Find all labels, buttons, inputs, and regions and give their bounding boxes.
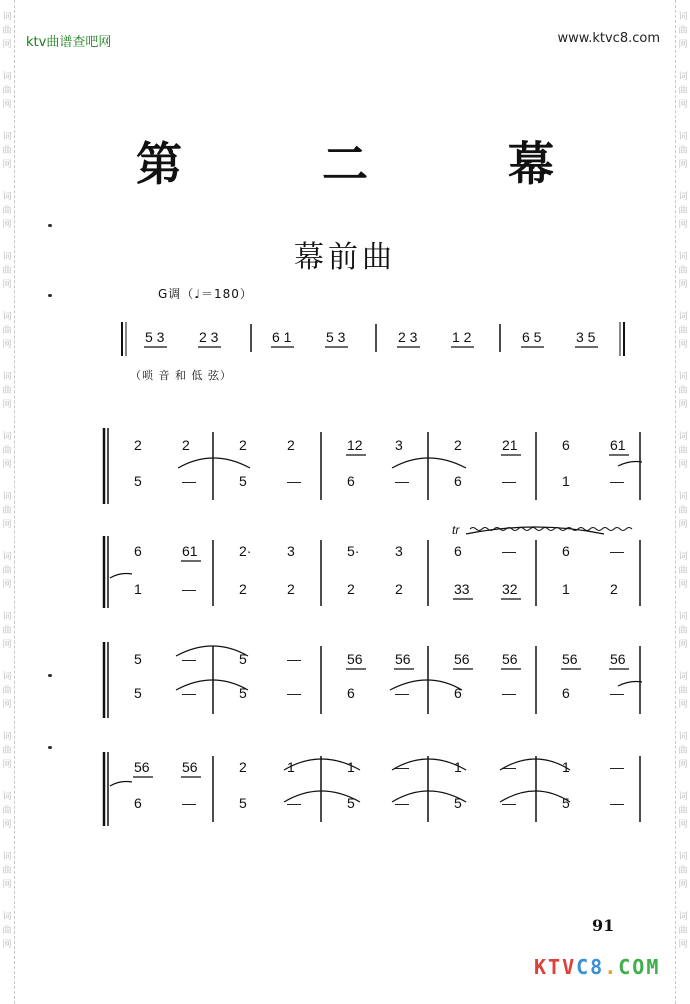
watermark-char: 网 bbox=[2, 400, 12, 410]
watermark-char: 网 bbox=[2, 280, 12, 290]
lower-note: 5 bbox=[239, 473, 247, 489]
lower-note: — bbox=[287, 473, 301, 489]
watermark-char: 曲 bbox=[2, 326, 12, 336]
watermark-char: 曲 bbox=[678, 386, 688, 396]
intro-note-pair: 3 5 bbox=[576, 329, 596, 345]
watermark-char: 网 bbox=[678, 520, 688, 530]
watermark-char: 网 bbox=[678, 580, 688, 590]
watermark-char: 曲 bbox=[2, 626, 12, 636]
lower-note: 32 bbox=[502, 581, 518, 597]
upper-note: 1 bbox=[347, 759, 355, 775]
watermark-char: 网 bbox=[678, 820, 688, 830]
watermark-char: 网 bbox=[2, 760, 12, 770]
watermark-char: 曲 bbox=[678, 806, 688, 816]
lower-note: 6 bbox=[134, 795, 142, 811]
upper-note: 61 bbox=[182, 543, 198, 559]
lower-note: — bbox=[502, 685, 516, 701]
watermark-char: 词 bbox=[678, 12, 688, 22]
upper-note: — bbox=[610, 759, 624, 775]
lower-note: 5 bbox=[347, 795, 355, 811]
upper-note: 21 bbox=[502, 437, 518, 453]
intro-note-pair: 6 1 bbox=[272, 329, 292, 345]
watermark-char: 网 bbox=[2, 220, 12, 230]
lower-note: 6 bbox=[562, 685, 570, 701]
watermark-char: 网 bbox=[2, 520, 12, 530]
footer-logo[interactable] bbox=[534, 955, 660, 979]
watermark-char: 词 bbox=[678, 192, 688, 202]
watermark-char: 网 bbox=[2, 100, 12, 110]
svg-text:tr: tr bbox=[452, 523, 460, 537]
lower-note: 2 bbox=[239, 581, 247, 597]
lower-note: — bbox=[182, 473, 196, 489]
watermark-char: 词 bbox=[2, 672, 12, 682]
watermark-char: 曲 bbox=[678, 506, 688, 516]
watermark-char: 曲 bbox=[2, 866, 12, 876]
watermark-char: 词 bbox=[2, 732, 12, 742]
upper-note: 1 bbox=[454, 759, 462, 775]
performance-note: （唢 音 和 低 弦） bbox=[130, 369, 232, 382]
page-number: 91 bbox=[592, 916, 615, 935]
watermark-char: 词 bbox=[678, 132, 688, 142]
watermark-char: 网 bbox=[678, 40, 688, 50]
lower-note: — bbox=[610, 473, 624, 489]
watermark-char: 词 bbox=[678, 72, 688, 82]
watermark-char: 曲 bbox=[2, 566, 12, 576]
upper-note: 2 bbox=[287, 437, 295, 453]
watermark-char: 网 bbox=[678, 700, 688, 710]
intro-bars bbox=[122, 322, 624, 356]
watermark-char: 网 bbox=[2, 160, 12, 170]
watermark-char: 曲 bbox=[2, 926, 12, 936]
watermark-char: 词 bbox=[2, 552, 12, 562]
lower-note: — bbox=[182, 581, 196, 597]
lower-note: — bbox=[610, 795, 624, 811]
watermark-char: 词 bbox=[2, 912, 12, 922]
lower-note: 2 bbox=[395, 581, 403, 597]
watermark-char: 曲 bbox=[678, 266, 688, 276]
lower-note: 5 bbox=[239, 685, 247, 701]
lower-note: 5 bbox=[134, 473, 142, 489]
watermark-char: 曲 bbox=[2, 506, 12, 516]
watermark-char: 网 bbox=[678, 220, 688, 230]
upper-note: 56 bbox=[610, 651, 626, 667]
watermark-char: 网 bbox=[2, 640, 12, 650]
watermark-char: 词 bbox=[678, 672, 688, 682]
watermark-char: 曲 bbox=[678, 866, 688, 876]
lower-note: — bbox=[502, 795, 516, 811]
lower-note: — bbox=[287, 795, 301, 811]
watermark-char: 词 bbox=[2, 492, 12, 502]
site-name[interactable]: ktv曲谱查吧网 bbox=[26, 35, 112, 50]
lower-note: 6 bbox=[347, 473, 355, 489]
act-title: 第 二 幕 bbox=[135, 137, 617, 191]
watermark-char: 曲 bbox=[678, 26, 688, 36]
intro-note-pair: 6 5 bbox=[522, 329, 542, 345]
upper-note: 2 bbox=[182, 437, 190, 453]
watermark-char: 曲 bbox=[2, 806, 12, 816]
upper-note: 61 bbox=[610, 437, 626, 453]
watermark-char: 词 bbox=[2, 612, 12, 622]
watermark-char: 词 bbox=[2, 372, 12, 382]
lower-note: 1 bbox=[562, 473, 570, 489]
watermark-char: 网 bbox=[2, 700, 12, 710]
watermark-char: 网 bbox=[2, 820, 12, 830]
watermark-char: 网 bbox=[678, 160, 688, 170]
watermark-char: 曲 bbox=[678, 146, 688, 156]
watermark-char: 网 bbox=[678, 760, 688, 770]
upper-note: 5 bbox=[134, 651, 142, 667]
upper-note: 6 bbox=[454, 543, 462, 559]
watermark-char: 词 bbox=[2, 132, 12, 142]
lower-note: 5 bbox=[562, 795, 570, 811]
lower-note: — bbox=[182, 795, 196, 811]
watermark-char: 词 bbox=[2, 252, 12, 262]
upper-note: 56 bbox=[395, 651, 411, 667]
watermark-char: 曲 bbox=[2, 446, 12, 456]
upper-note: 3 bbox=[395, 543, 403, 559]
watermark-char: 网 bbox=[678, 400, 688, 410]
watermark-char: 网 bbox=[2, 460, 12, 470]
lower-note: — bbox=[610, 685, 624, 701]
watermark-char: 网 bbox=[2, 40, 12, 50]
intro-notes bbox=[144, 329, 598, 347]
upper-note: 1 bbox=[562, 759, 570, 775]
watermark-char: 网 bbox=[678, 940, 688, 950]
lower-note: 5 bbox=[454, 795, 462, 811]
watermark-char: 网 bbox=[678, 880, 688, 890]
watermark-char: 词 bbox=[2, 312, 12, 322]
watermark-char: 词 bbox=[2, 192, 12, 202]
upper-note: 56 bbox=[182, 759, 198, 775]
lower-note: — bbox=[287, 685, 301, 701]
upper-note: 5 bbox=[239, 651, 247, 667]
intro-note-pair: 2 3 bbox=[398, 329, 418, 345]
watermark-char: 网 bbox=[678, 280, 688, 290]
upper-note: 6 bbox=[562, 543, 570, 559]
lower-note: 2 bbox=[610, 581, 618, 597]
watermark-char: 词 bbox=[678, 492, 688, 502]
watermark-char: 网 bbox=[678, 640, 688, 650]
watermark-char: 词 bbox=[678, 852, 688, 862]
lower-note: — bbox=[395, 685, 409, 701]
lower-note: — bbox=[395, 795, 409, 811]
watermark-char: 网 bbox=[678, 460, 688, 470]
watermark-char: 曲 bbox=[2, 86, 12, 96]
upper-note: 2 bbox=[454, 437, 462, 453]
watermark-char: 网 bbox=[678, 100, 688, 110]
lower-note: 6 bbox=[347, 685, 355, 701]
logo-part-com: COM bbox=[618, 955, 661, 979]
piece-title: 幕前曲 bbox=[294, 240, 396, 275]
watermark-char: 网 bbox=[2, 940, 12, 950]
ties bbox=[110, 458, 642, 802]
watermark-char: 曲 bbox=[678, 326, 688, 336]
upper-note: 56 bbox=[562, 651, 578, 667]
upper-note: 56 bbox=[454, 651, 470, 667]
lower-note: 1 bbox=[134, 581, 142, 597]
lower-note: 33 bbox=[454, 581, 470, 597]
upper-note: 5· bbox=[347, 543, 360, 559]
watermark-char: 曲 bbox=[678, 86, 688, 96]
lower-note: 2 bbox=[287, 581, 295, 597]
watermark-char: 曲 bbox=[678, 926, 688, 936]
watermark-char: 曲 bbox=[678, 746, 688, 756]
system-notes bbox=[133, 437, 629, 811]
watermark-char: 网 bbox=[2, 880, 12, 890]
upper-note: — bbox=[502, 543, 516, 559]
intro-note-pair: 5 3 bbox=[145, 329, 165, 345]
watermark-char: 曲 bbox=[678, 686, 688, 696]
trill-mark bbox=[452, 523, 632, 537]
site-url[interactable]: www.ktvc8.com bbox=[557, 31, 660, 46]
lower-note: 5 bbox=[239, 795, 247, 811]
upper-note: 12 bbox=[347, 437, 363, 453]
watermark-char: 曲 bbox=[2, 26, 12, 36]
upper-note: 2 bbox=[239, 437, 247, 453]
watermark-char: 词 bbox=[2, 72, 12, 82]
upper-note: 3 bbox=[287, 543, 295, 559]
watermark-char: 词 bbox=[2, 12, 12, 22]
logo-part-c8: C8 bbox=[576, 955, 605, 979]
watermark-char: 词 bbox=[678, 612, 688, 622]
watermark-char: 词 bbox=[678, 432, 688, 442]
watermark-char: 曲 bbox=[2, 746, 12, 756]
watermark-char: 曲 bbox=[2, 206, 12, 216]
upper-note: 2 bbox=[239, 759, 247, 775]
lower-note: — bbox=[182, 685, 196, 701]
watermark-char: 网 bbox=[2, 340, 12, 350]
watermark-char: 词 bbox=[678, 252, 688, 262]
upper-note: 1 bbox=[287, 759, 295, 775]
watermark-char: 词 bbox=[678, 372, 688, 382]
watermark-char: 曲 bbox=[678, 206, 688, 216]
watermark-char: 词 bbox=[678, 912, 688, 922]
watermark-char: 网 bbox=[2, 580, 12, 590]
watermark-char: 曲 bbox=[678, 626, 688, 636]
watermark-char: 词 bbox=[2, 432, 12, 442]
upper-note: 6 bbox=[134, 543, 142, 559]
upper-note: — bbox=[395, 759, 409, 775]
watermark-char: 曲 bbox=[2, 146, 12, 156]
upper-note: — bbox=[610, 543, 624, 559]
lower-note: 6 bbox=[454, 685, 462, 701]
logo-part-dot: . bbox=[604, 955, 619, 979]
upper-note: 2 bbox=[134, 437, 142, 453]
upper-note: 3 bbox=[395, 437, 403, 453]
lower-note: — bbox=[502, 473, 516, 489]
lower-note: 2 bbox=[347, 581, 355, 597]
watermark-char: 词 bbox=[678, 792, 688, 802]
watermark-char: 曲 bbox=[2, 386, 12, 396]
watermark-char: 词 bbox=[2, 792, 12, 802]
watermark-char: 曲 bbox=[2, 686, 12, 696]
watermark-char: 词 bbox=[678, 732, 688, 742]
key-signature: G调（♩＝180） bbox=[158, 287, 253, 301]
lower-note: 6 bbox=[454, 473, 462, 489]
watermark-char: 网 bbox=[678, 340, 688, 350]
upper-note: — bbox=[502, 759, 516, 775]
upper-note: 56 bbox=[134, 759, 150, 775]
upper-note: 6 bbox=[562, 437, 570, 453]
lower-note: — bbox=[395, 473, 409, 489]
intro-note-pair: 5 3 bbox=[326, 329, 346, 345]
lower-note: 5 bbox=[134, 685, 142, 701]
intro-note-pair: 2 3 bbox=[199, 329, 219, 345]
upper-note: — bbox=[287, 651, 301, 667]
watermark-char: 词 bbox=[678, 312, 688, 322]
watermark-char: 词 bbox=[678, 552, 688, 562]
watermark-char: 词 bbox=[2, 852, 12, 862]
upper-note: 2· bbox=[239, 543, 252, 559]
watermark-char: 曲 bbox=[678, 446, 688, 456]
lower-note: 1 bbox=[562, 581, 570, 597]
intro-note-pair: 1 2 bbox=[452, 329, 472, 345]
logo-part-ktv: KTV bbox=[534, 955, 577, 979]
upper-note: — bbox=[182, 651, 196, 667]
upper-note: 56 bbox=[347, 651, 363, 667]
watermark-char: 曲 bbox=[678, 566, 688, 576]
upper-note: 56 bbox=[502, 651, 518, 667]
watermark-char: 曲 bbox=[2, 266, 12, 276]
